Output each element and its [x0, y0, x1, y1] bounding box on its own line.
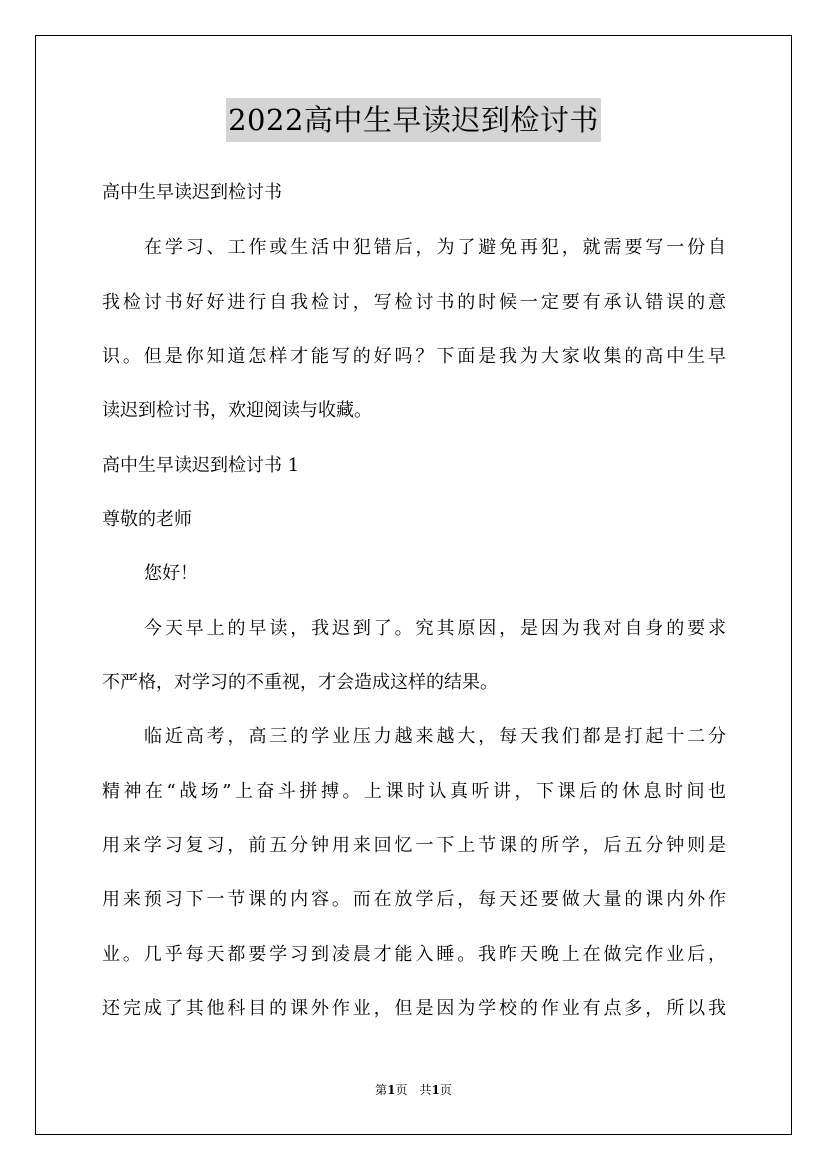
- document-title: 2022高中生早读迟到检讨书: [226, 98, 601, 142]
- paragraph-line: 业。几乎每天都要学习到凌晨才能入睡。我昨天晚上在做完作业后，: [102, 944, 726, 965]
- page-footer: [0, 1082, 827, 1098]
- section-heading: 高中生早读迟到检讨书 1: [102, 455, 300, 476]
- footer-page-prefix: 第: [375, 1083, 388, 1097]
- paragraph-line: 在学习、工作或生活中犯错后，为了避免再犯，就需要写一份自: [144, 237, 726, 258]
- subtitle-line: 高中生早读迟到检讨书: [102, 182, 282, 203]
- paragraph-line: 用来学习复习，前五分钟用来回忆一下上节课的所学，后五分钟则是: [102, 835, 726, 856]
- title-container: [0, 98, 827, 142]
- footer-page-mid: 页 共: [395, 1083, 432, 1097]
- paragraph-line: 今天早上的早读，我迟到了。究其原因，是因为我对自身的要求: [144, 618, 726, 639]
- footer-page-current: 1: [387, 1083, 396, 1097]
- paragraph-line: 识。但是你知道怎样才能写的好吗？下面是我为大家收集的高中生早: [102, 346, 726, 367]
- footer-page-suffix: 页: [439, 1083, 452, 1097]
- paragraph-line: 用来预习下一节课的内容。而在放学后，每天还要做大量的课内外作: [102, 889, 726, 910]
- paragraph-line: 我检讨书好好进行自我检讨，写检讨书的时候一定要有承认错误的意: [102, 292, 726, 313]
- paragraph-line: 精神在“战场”上奋斗拼搏。上课时认真听讲，下课后的休息时间也: [102, 781, 726, 802]
- paragraph-line: 不严格，对学习的不重视，才会造成这样的结果。: [102, 672, 498, 693]
- paragraph-line: 读迟到检讨书，欢迎阅读与收藏。: [102, 400, 372, 421]
- paragraph-line: 还完成了其他科目的课外作业，但是因为学校的作业有点多，所以我: [102, 998, 726, 1019]
- greeting: 您好！: [144, 563, 198, 584]
- paragraph-line: 临近高考，高三的学业压力越来越大，每天我们都是打起十二分: [144, 726, 726, 747]
- salutation: 尊敬的老师: [102, 509, 192, 530]
- footer-page-total: 1: [431, 1083, 440, 1097]
